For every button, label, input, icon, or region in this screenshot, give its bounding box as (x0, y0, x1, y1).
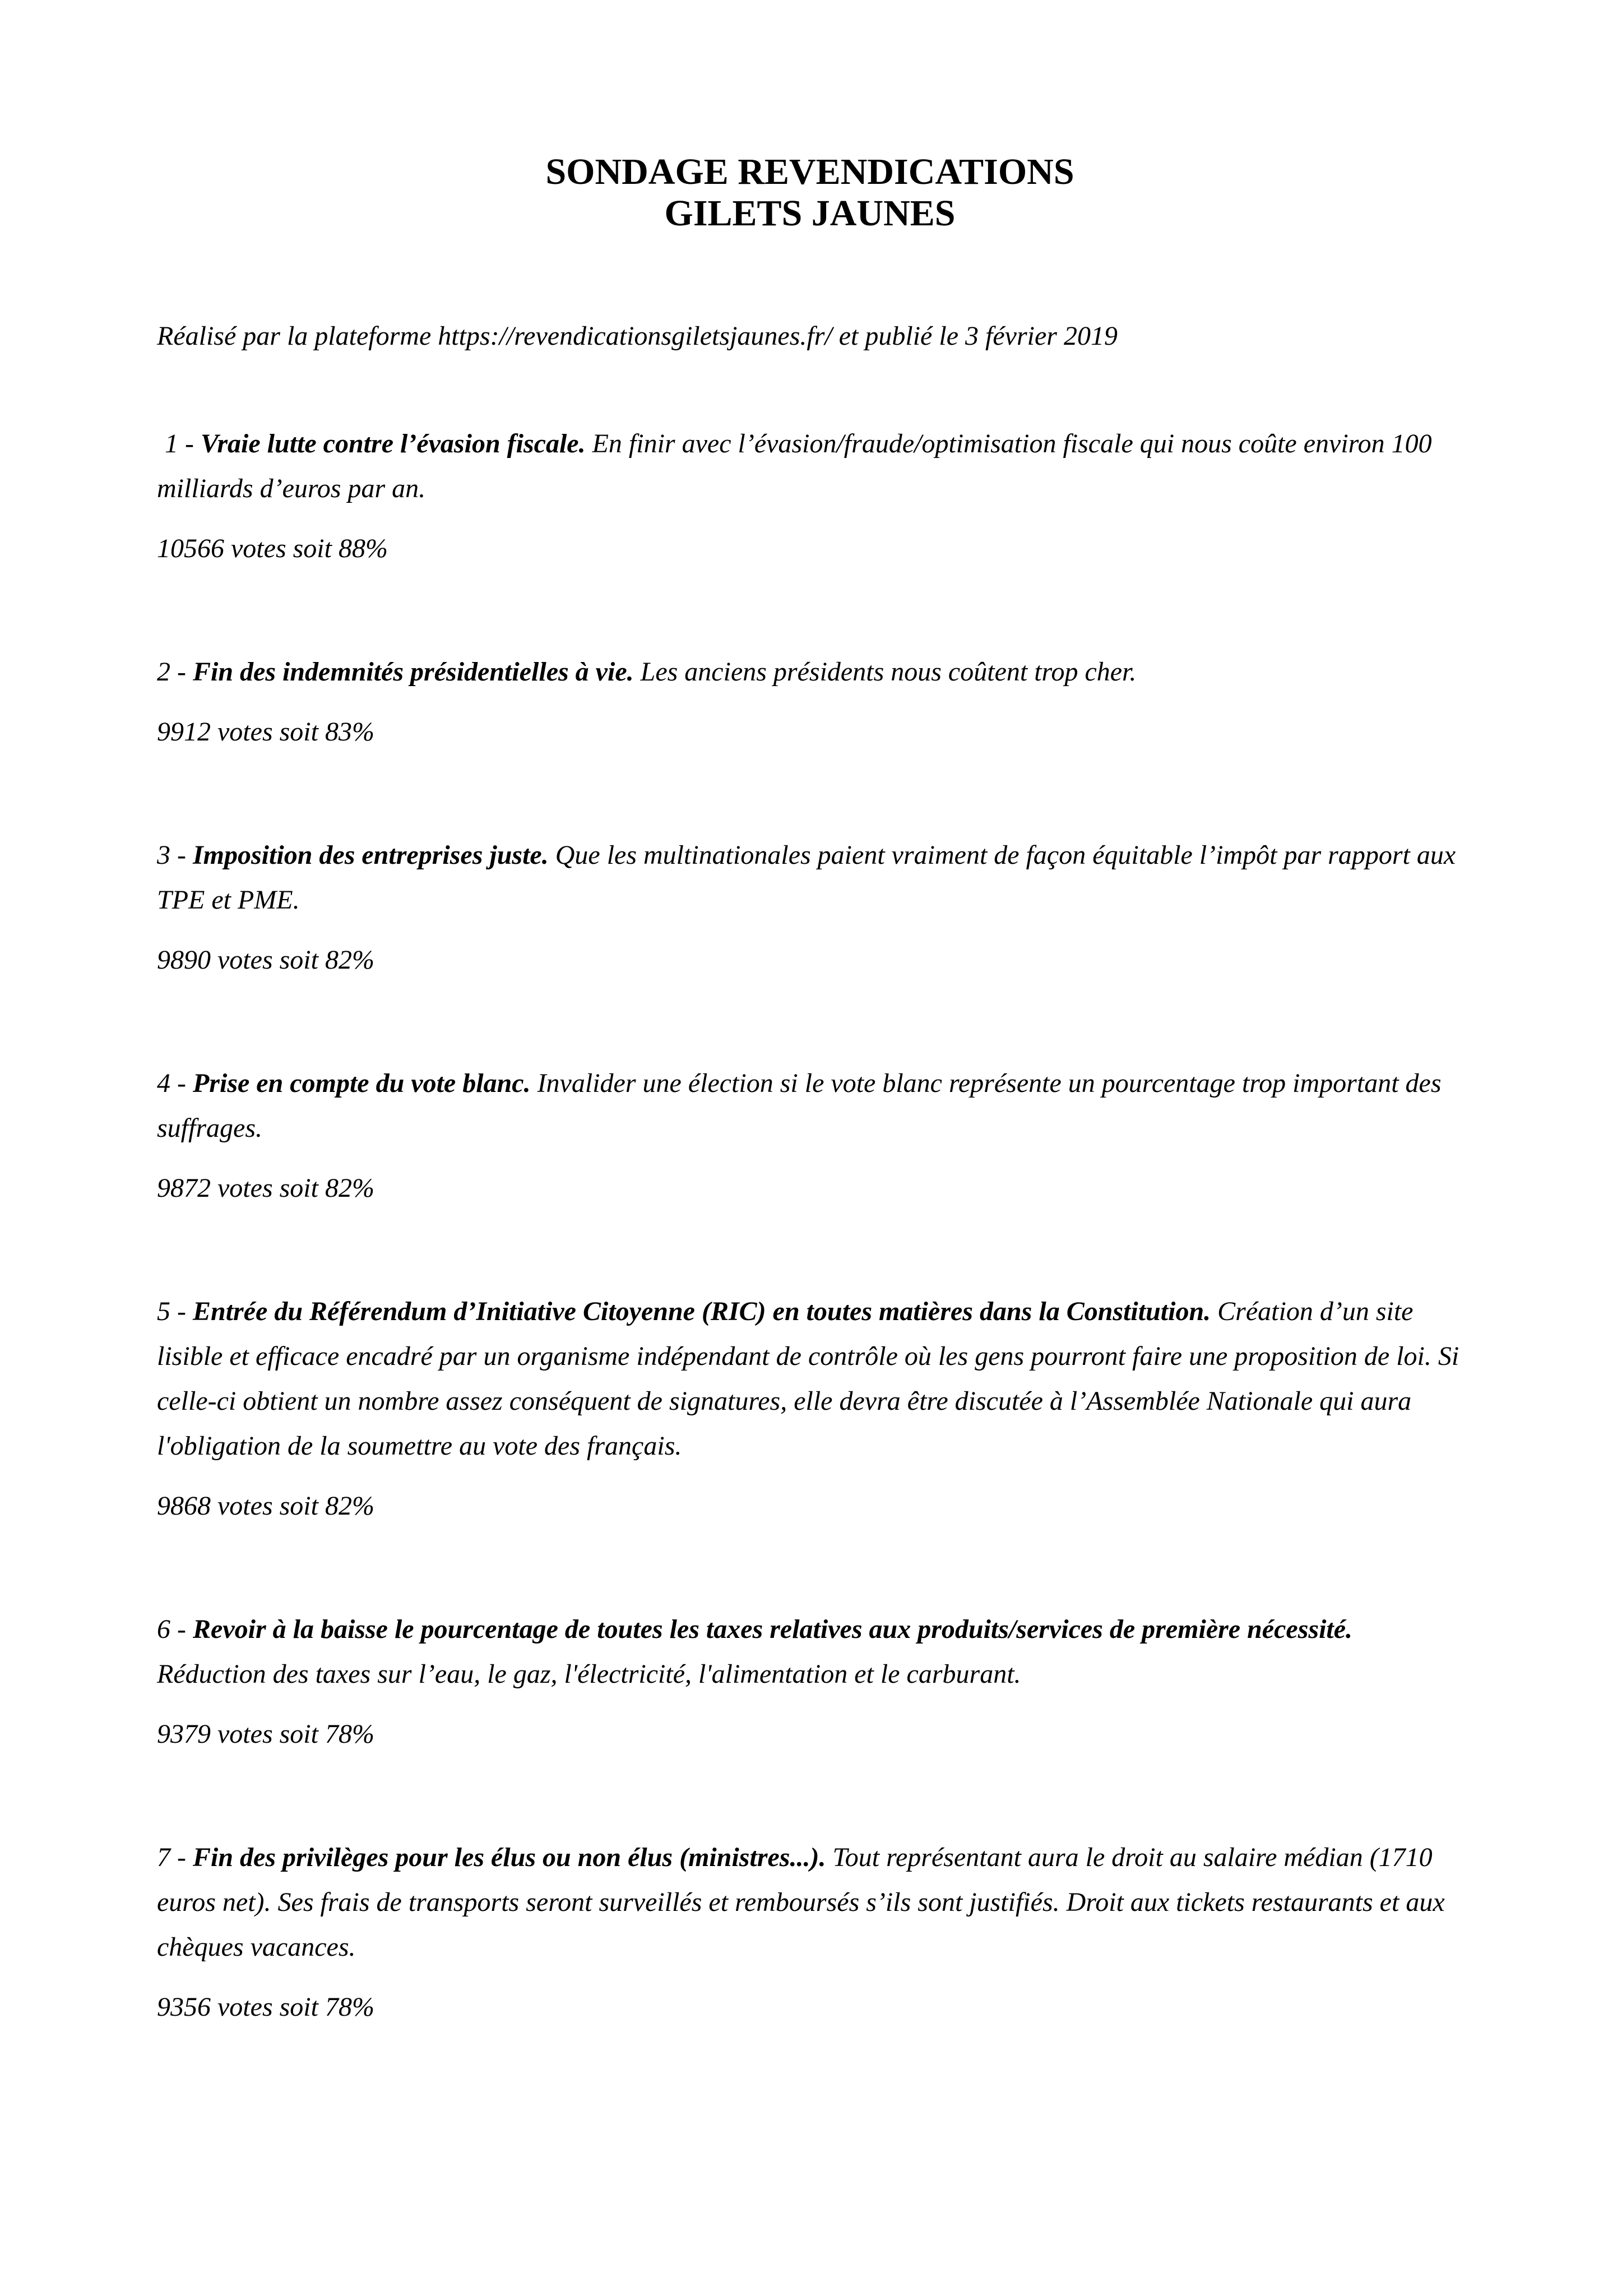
votes-line: 9356 votes soit 78% (157, 1992, 374, 2022)
claim-number: 5 - (157, 1297, 186, 1326)
votes-line: 9872 votes soit 82% (157, 1173, 374, 1203)
claim-title: Prise en compte du vote blanc. (192, 1068, 531, 1098)
claim-title: Vraie lutte contre l’évasion fiscale. (200, 429, 586, 459)
claim-number: 2 - (157, 657, 186, 687)
claim-number: 3 - (157, 840, 186, 870)
claim-item (157, 1607, 1463, 1697)
claim-item (157, 833, 1463, 923)
claim-item (157, 1289, 1463, 1469)
document-subtitle: Réalisé par la plateforme https://revendicationsgiletsjaunes.fr/ et publié le 3 février 2019 (157, 321, 1118, 351)
votes-line: 9912 votes soit 83% (157, 717, 374, 747)
claim-title: Fin des indemnités présidentielles à vie. (192, 657, 634, 687)
votes-line: 10566 votes soit 88% (157, 534, 388, 563)
document-title-line2: GILETS JAUNES (664, 193, 956, 234)
claim-item (157, 422, 1463, 511)
claim-title: Entrée du Référendum d’Initiative Citoyenne (RIC) en toutes matières dans la Constitution. (192, 1297, 1211, 1326)
claim-description: Réduction des taxes sur l’eau, le gaz, l'électricité, l'alimentation et le carburant. (157, 1659, 1021, 1689)
votes-line: 9868 votes soit 82% (157, 1491, 374, 1521)
claim-item (157, 1061, 1463, 1151)
claim-number: 6 - (157, 1614, 186, 1644)
claim-number: 7 - (157, 1843, 186, 1872)
document-title-line1: SONDAGE REVENDICATIONS (545, 151, 1074, 192)
claim-title: Fin des privilèges pour les élus ou non élus (ministres...). (192, 1843, 826, 1872)
document-title (157, 151, 1463, 234)
claim-description: Création d’un site lisible et efficace encadré par un organisme indépendant de contrôle où les gens pourront faire une proposition de loi. Si celle-ci obtient un nombre assez conséquent de signatures, elle devra être discutée à l’Assemblée Nationale qui aura l'obligation de la soumettre au vote des français. (157, 1297, 1459, 1461)
votes-line: 9890 votes soit 82% (157, 945, 374, 975)
claim-description: Invalider une élection si le vote blanc représente un pourcentage trop important des suffrages. (157, 1068, 1442, 1143)
claim-number: 4 - (157, 1068, 186, 1098)
claim-title: Revoir à la baisse le pourcentage de toutes les taxes relatives aux produits/services de première nécessité. (192, 1614, 1353, 1644)
claim-description: Que les multinationales paient vraiment de façon équitable l’impôt par rapport aux TPE et PME. (157, 840, 1456, 915)
claim-title: Imposition des entreprises juste. (192, 840, 549, 870)
claim-description: Tout représentant aura le droit au salaire médian (1710 euros net). Ses frais de transports seront surveillés et remboursés s’ils sont justifiés. Droit aux tickets restaurants et aux chèques vacances. (157, 1843, 1445, 1962)
claim-number: 1 - (165, 429, 194, 459)
claim-item (157, 650, 1463, 695)
claim-item (157, 1835, 1463, 1970)
claim-description: En finir avec l’évasion/fraude/optimisation fiscale qui nous coûte environ 100 milliards d’euros par an. (157, 429, 1432, 503)
claim-description: Les anciens présidents nous coûtent trop cher. (640, 657, 1137, 687)
votes-line: 9379 votes soit 78% (157, 1719, 374, 1749)
